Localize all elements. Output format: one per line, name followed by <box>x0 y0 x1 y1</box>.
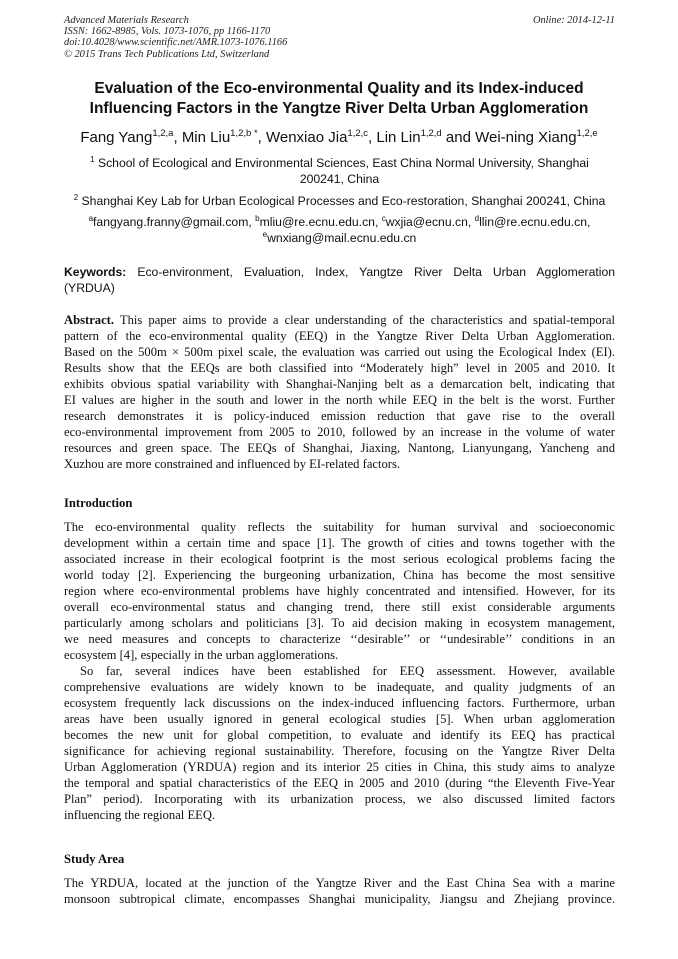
journal-name: Advanced Materials Research <box>64 15 189 26</box>
text-line: comprehensive evaluations are widely known to be inadequate, and quality judgments of an <box>64 680 615 694</box>
text-line: The YRDUA, located at the junction of the Yangtze River and the East China Sea with a marine <box>64 876 615 890</box>
text-line: overall eco-environmental status and changing trend, there still exist considerable arguments <box>64 600 615 614</box>
affiliation-2-line-1: Shanghai Key Lab for Urban Ecological Processes and Eco-restoration, Shanghai 200241, China <box>78 194 606 208</box>
text-line: associated increase in their ecological footprint is the most serious ecological problems facing the <box>64 552 615 566</box>
text-line: EI values are higher in the south and lower in the north while EEQ in the belt is the worst. Further <box>64 393 615 407</box>
email-line-2 <box>64 230 615 246</box>
author-separator: , <box>257 129 266 146</box>
text-line: Urban Agglomeration (YRDUA) region and its interior 25 cities in China, this study aims to analyze <box>64 760 615 774</box>
introduction-heading: Introduction <box>64 496 133 510</box>
author-name: Fang Yang <box>80 129 153 146</box>
affiliation-2 <box>64 193 615 209</box>
author-name: Wenxiao Jia <box>265 129 348 146</box>
author-separator: , <box>368 129 377 146</box>
email-address[interactable]: wnxiang@mail.ecnu.edu.cn <box>267 231 417 245</box>
title-line-1: Evaluation of the Eco-environmental Quality and its Index-induced <box>94 80 584 97</box>
abstract-first-line: This paper aims to provide a clear understanding of the characteristics and spatial-temporal <box>114 313 615 327</box>
author-affiliation-mark: 1,2,d <box>420 128 442 139</box>
text-line: Plan” period). Incorporating with its urbanization process, we also discussed limited factors <box>64 792 615 806</box>
abstract-section <box>64 312 615 472</box>
paper-title <box>40 79 638 119</box>
affiliation-1 <box>64 155 615 187</box>
author-name: Min Liu <box>181 129 231 146</box>
copyright-line: © 2015 Trans Tech Publications Ltd, Switzerland <box>64 48 270 60</box>
introduction-section <box>64 519 615 823</box>
email-address[interactable]: fangyang.franny@gmail.com, <box>93 215 256 229</box>
email-mark: b <box>255 214 260 223</box>
text-line: the temporal and spatial characteristics of the EEQ in 2005 and 2010 (during “the Eleventh Five-Year <box>64 776 615 790</box>
text-line: areas have been usually ignored in general ecological studies [5]. When urban agglomeration <box>64 712 615 726</box>
affiliation-1-line-1: School of Ecological and Environmental Sciences, East China Normal University, Shanghai <box>94 156 589 170</box>
text-line: we need measures and concepts to characterize ‘‘desirable’’ or ‘‘undesirable’’ conditions in an <box>64 632 615 646</box>
affiliation-2-number: 2 <box>73 193 79 202</box>
affiliation-1-number: 1 <box>90 155 95 164</box>
text-line: particularly among scholars and politicians [3]. To aid decision making in ecosystem management, <box>64 616 615 630</box>
text-line: resources and green space. The EEQs of Shanghai, Jiaxing, Nantong, Lianyungang, Yancheng and <box>64 441 615 455</box>
text-line: So far, several indices have been established for EEQ assessment. However, available <box>80 664 615 678</box>
email-mark: e <box>262 230 268 239</box>
online-date: Online: 2014-12-11 <box>532 15 615 26</box>
author-affiliation-mark: 1,2,a <box>152 128 174 139</box>
journal-header <box>64 15 615 60</box>
author-affiliation-mark: 1,2,e <box>576 128 598 139</box>
text-line: development within a certain time and space [1]. The growth of cities and towns together with the <box>64 536 615 550</box>
text-line: exhibits obvious spatial variability with Shanghai-Nanjing belt as a demarcation belt, indicating that <box>64 377 615 391</box>
text-line: influencing the regional EEQ. <box>64 808 216 822</box>
email-mark: c <box>381 214 386 223</box>
text-line: Based on the 500m × 500m pixel scale, the evaluation was carried out using the Ecological Index (EI). <box>64 345 615 359</box>
doi-line: doi:10.4028/www.scientific.net/AMR.1073-1076.1166 <box>64 37 288 49</box>
author-separator: and <box>441 129 476 146</box>
text-line: world today [2]. Experiencing the burgeoning urbanization, China has become the most sensitive <box>64 568 615 582</box>
text-line: eco-environmental improvement from 2005 to 2010, followed by an increase in the volume of water <box>64 425 615 439</box>
study-area-section <box>64 875 615 907</box>
email-address[interactable]: llin@re.ecnu.edu.cn, <box>479 215 591 229</box>
email-mark: d <box>474 214 480 223</box>
text-line: pattern of the eco-environmental quality (EEQ) in the Yangtze River Delta Urban Agglomeration. <box>64 329 615 343</box>
text-line: Xuzhou are more constrained and influenced by EI-related factors. <box>64 457 401 471</box>
text-line: Results show that the EEQs are both classified into “Moderately high” level in 2005 and 2010. It <box>64 361 615 375</box>
keywords-line-2: (YRDUA) <box>64 281 115 295</box>
text-line: The eco-environmental quality reflects the suitability for human survival and socioeconomic <box>64 520 615 534</box>
email-line-1 <box>64 214 615 230</box>
author-name: Wei-ning Xiang <box>475 129 577 146</box>
author-affiliation-mark: 1,2,c <box>347 128 369 139</box>
author-separator: , <box>173 129 182 146</box>
text-line: ecosystem [4], especially in the urban agglomerations. <box>64 648 339 662</box>
text-line: research demonstrates it is policy-induced emission reduction that gave rise to the overall <box>64 409 615 423</box>
text-line: ecosystem frequently lack discussions on the index-induced influencing factors. Furthermore, urban <box>64 696 615 710</box>
text-line: monsoon subtropical climate, encompasses Shanghai municipality, Jiangsu and Zhejiang province. <box>64 892 615 906</box>
title-line-2: Influencing Factors in the Yangtze River Delta Urban Agglomeration <box>89 100 589 117</box>
issn-line: ISSN: 1662-8985, Vols. 1073-1076, pp 1166-1170 <box>64 26 271 38</box>
study-area-heading: Study Area <box>64 852 125 866</box>
affiliation-1-line-2: 200241, China <box>299 172 380 186</box>
email-address[interactable]: mliu@re.ecnu.edu.cn, <box>259 215 382 229</box>
author-name: Lin Lin <box>376 129 421 146</box>
text-line: region where eco-environmental problems have highly concentrated and intensified. However, for its <box>64 584 615 598</box>
text-line: becomes the new unit for global competition, to evaluate and identify its EEQ has practical <box>64 728 615 742</box>
keywords-section <box>64 264 615 296</box>
email-list <box>64 214 615 246</box>
email-address[interactable]: wxjia@ecnu.cn, <box>385 215 475 229</box>
keywords-label: Keywords: <box>64 265 127 279</box>
author-affiliation-mark: 1,2,b * <box>230 128 258 139</box>
email-mark: a <box>88 214 94 223</box>
text-line: significance for achieving regional sustainability. Therefore, focusing on the Yangtze River Delta <box>64 744 615 758</box>
abstract-label: Abstract. <box>64 313 115 327</box>
text-line <box>64 312 615 328</box>
author-list <box>30 128 648 148</box>
keywords-line-1: Eco-environment, Evaluation, Index, Yangtze River Delta Urban Agglomeration <box>126 265 615 279</box>
